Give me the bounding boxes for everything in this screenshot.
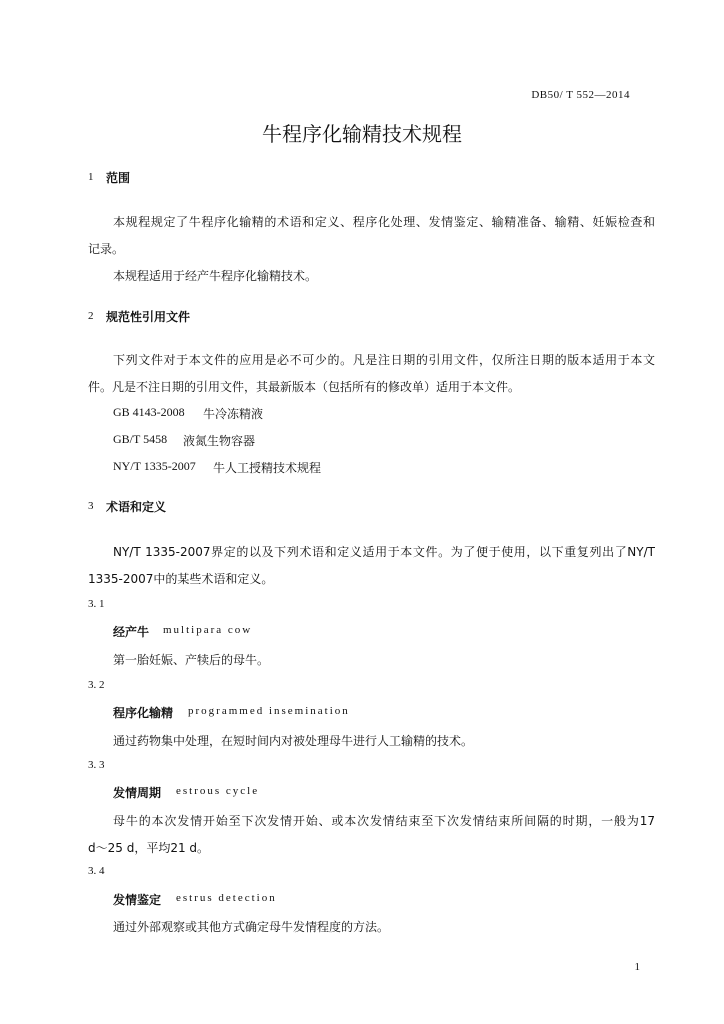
term-3-1-chinese: 经产牛 <box>113 625 150 639</box>
term-3-2-chinese: 程序化输精 <box>113 706 174 720</box>
section-1-paragraph-line-1: 本规程规定了牛程序化输精的术语和定义、程序化处理、发情鉴定、输精准备、输精、妊娠检查和 <box>113 215 655 229</box>
term-3-4-definition: 通过外部观察或其他方式确定母牛发情程度的方法。 <box>113 920 390 934</box>
reference-2-title: 液氮生物容器 <box>183 434 256 448</box>
term-3-3-number: 3. 3 <box>88 759 105 771</box>
term-3-3-definition-line-1: 母牛的本次发情开始至下次发情开始、或本次发情结束至下次发情结束所间隔的时期，一般为17 <box>113 814 655 828</box>
term-3-4-number: 3. 4 <box>88 865 105 877</box>
section-1-paragraph-line-2: 记录。 <box>88 242 125 256</box>
term-3-4-english: estrus detection <box>176 892 277 904</box>
section-3-paragraph-line-2: 1335-2007中的某些术语和定义。 <box>88 572 274 586</box>
term-3-3-definition-line-2: d～25 d，平均21 d。 <box>88 841 210 855</box>
reference-2-code: GB/T 5458 <box>113 432 168 446</box>
section-1-title: 范围 <box>106 171 131 185</box>
term-3-2-definition: 通过药物集中处理，在短时间内对被处理母牛进行人工输精的技术。 <box>113 734 474 748</box>
section-2-title: 规范性引用文件 <box>106 310 191 324</box>
term-3-3-chinese: 发情周期 <box>113 786 162 800</box>
section-2-paragraph-line-2: 件。凡是不注日期的引用文件，其最新版本（包括所有的修改单）适用于本文件。 <box>88 380 521 394</box>
term-3-2-number: 3. 2 <box>88 679 105 691</box>
standard-code: DB50/ T 552—2014 <box>531 89 630 101</box>
reference-3-code: NY/T 1335-2007 <box>113 459 196 473</box>
section-1-paragraph-2: 本规程适用于经产牛程序化输精技术。 <box>113 269 318 283</box>
term-3-4-chinese: 发情鉴定 <box>113 893 162 907</box>
term-3-2-english: programmed insemination <box>188 705 350 717</box>
section-2-paragraph-line-1: 下列文件对于本文件的应用是必不可少的。凡是注日期的引用文件，仅所注日期的版本适用于本文 <box>113 353 655 367</box>
reference-1-title: 牛冷冻精液 <box>203 407 264 421</box>
section-3-paragraph-line-1: NY/T 1335-2007界定的以及下列术语和定义适用于本文件。为了便于使用，以下重复列出了NY/T <box>113 545 655 559</box>
page-number: 1 <box>634 961 640 973</box>
reference-3-title: 牛人工授精技术规程 <box>213 461 322 475</box>
term-3-1-number: 3. 1 <box>88 598 105 610</box>
term-3-1-english: multipara cow <box>163 624 253 636</box>
section-3-number: 3 <box>88 500 94 512</box>
section-2-number: 2 <box>88 310 94 322</box>
document-title: 牛程序化输精技术规程 <box>262 122 462 146</box>
section-3-title: 术语和定义 <box>106 500 167 514</box>
reference-1-code: GB 4143-2008 <box>113 405 185 419</box>
section-1-number: 1 <box>88 171 94 183</box>
term-3-1-definition: 第一胎妊娠、产犊后的母牛。 <box>113 653 270 667</box>
term-3-3-english: estrous cycle <box>176 785 260 797</box>
